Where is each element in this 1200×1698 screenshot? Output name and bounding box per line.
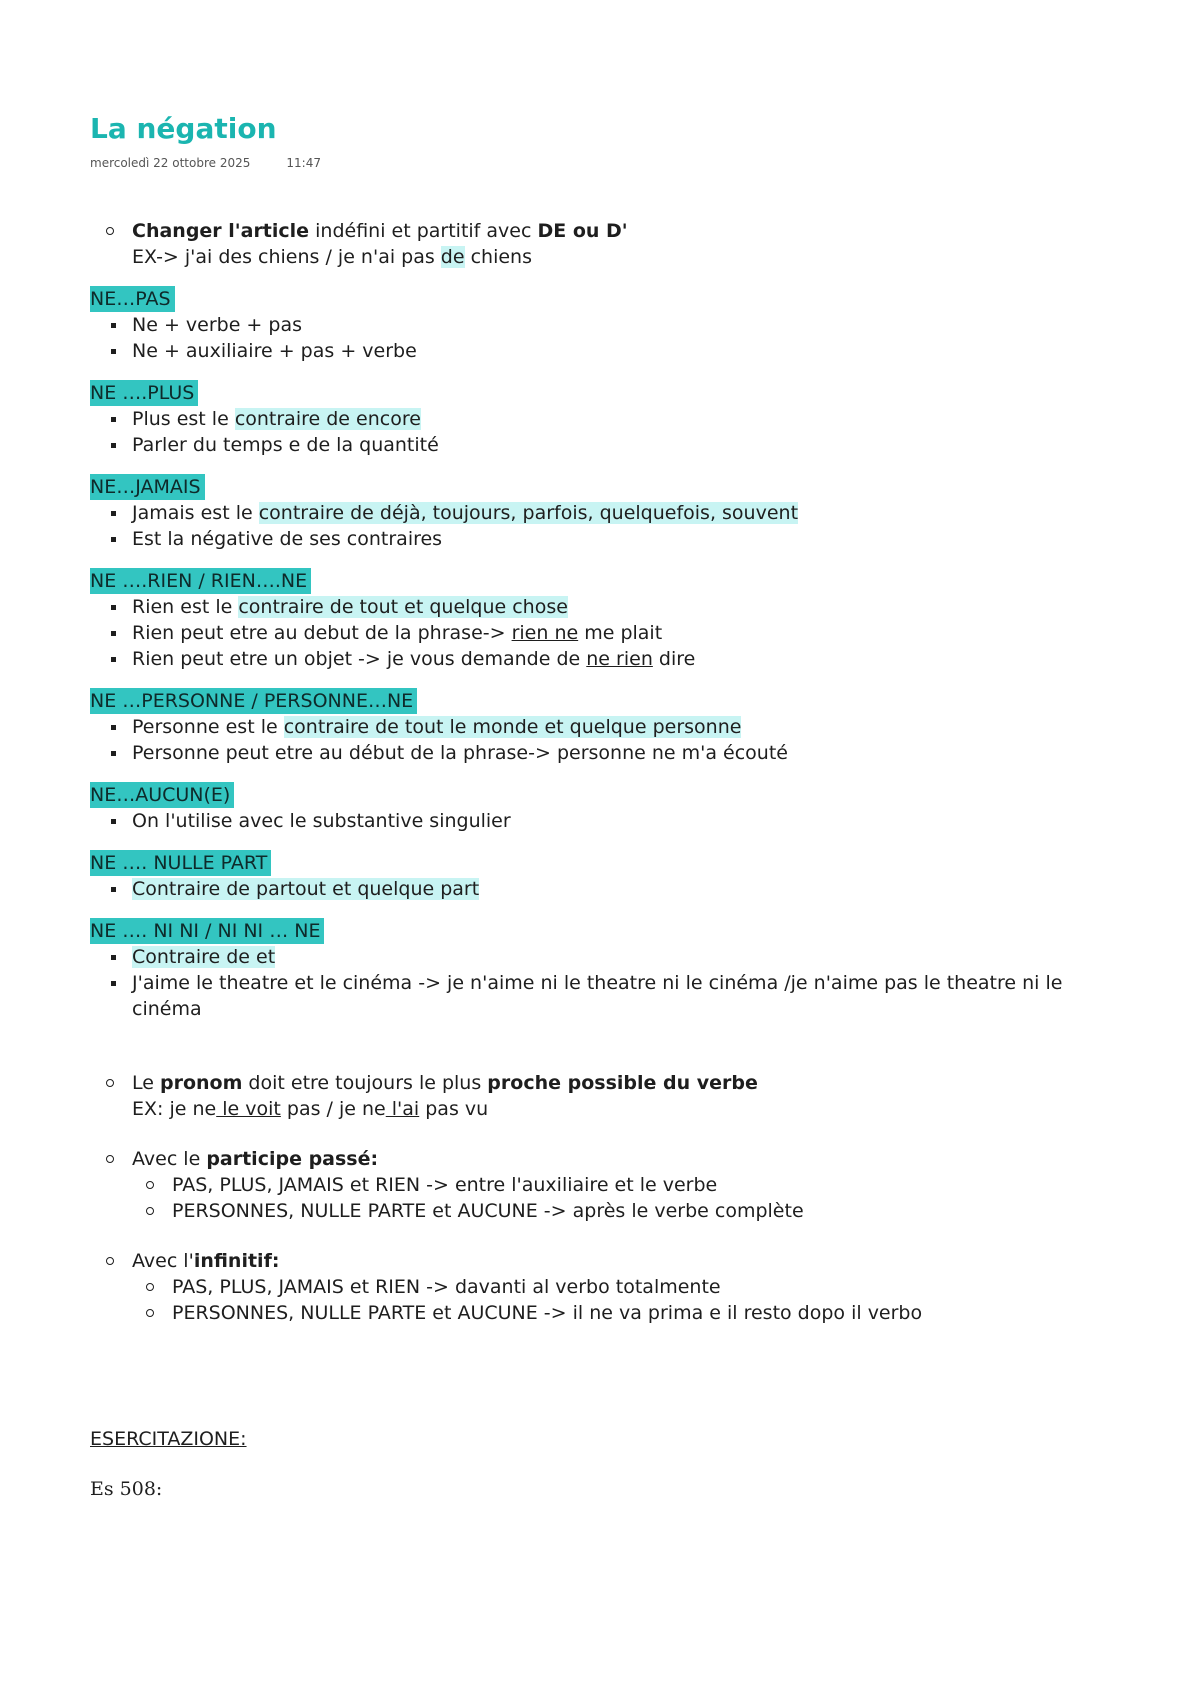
section-heading: NE ….PLUS [90, 364, 1110, 406]
circle-bullet-icon [146, 1283, 154, 1291]
list-item: On l'utilise avec le substantive singulier [132, 808, 1110, 834]
list-item: Avec le participe passé: [132, 1146, 1110, 1172]
square-bullet-icon [111, 443, 116, 448]
list-item: Ne + verbe + pas [132, 312, 1110, 338]
square-bullet-icon [111, 349, 116, 354]
square-bullet-icon [111, 417, 116, 422]
list-item: Contraire de et [132, 944, 1110, 970]
note-time: 11:47 [286, 156, 321, 170]
exercise-item: Es 508: [90, 1478, 163, 1500]
circle-bullet-icon [106, 1155, 114, 1163]
section-heading: NE…PAS [90, 270, 1110, 312]
list-item: Changer l'article indéfini et partitif avec DE ou D' [132, 218, 1110, 244]
list-item: Ne + auxiliaire + pas + verbe [132, 338, 1110, 364]
square-bullet-icon [111, 955, 116, 960]
square-bullet-icon [111, 819, 116, 824]
list-item: Personne est le contraire de tout le monde et quelque personne [132, 714, 1110, 740]
list-item: PAS, PLUS, JAMAIS et RIEN -> entre l'auxiliaire et le verbe [172, 1172, 1110, 1198]
section-heading: NE …. NULLE PART [90, 834, 1110, 876]
section-heading: NE …. NI NI / NI NI … NE [90, 902, 1110, 944]
square-bullet-icon [111, 887, 116, 892]
page-title: La négation [90, 112, 277, 145]
section-heading: NE…AUCUN(E) [90, 766, 1110, 808]
circle-bullet-icon [106, 1257, 114, 1265]
circle-bullet-icon [146, 1309, 154, 1317]
list-item: Parler du temps e de la quantité [132, 432, 1110, 458]
list-item: Rien peut etre un objet -> je vous demande de ne rien dire [132, 646, 1110, 672]
list-item: Est la négative de ses contraires [132, 526, 1110, 552]
square-bullet-icon [111, 605, 116, 610]
list-item: Avec l'infinitif: [132, 1248, 1110, 1274]
exercise-heading: ESERCITAZIONE: [90, 1428, 247, 1450]
square-bullet-icon [111, 323, 116, 328]
square-bullet-icon [111, 725, 116, 730]
circle-bullet-icon [106, 1079, 114, 1087]
list-item: Contraire de partout et quelque part [132, 876, 1110, 902]
circle-bullet-icon [146, 1181, 154, 1189]
square-bullet-icon [111, 511, 116, 516]
square-bullet-icon [111, 751, 116, 756]
square-bullet-icon [111, 631, 116, 636]
example-line: EX: je ne le voit pas / je ne l'ai pas vu [132, 1098, 489, 1120]
list-item: PERSONNES, NULLE PARTE et AUCUNE -> après le verbe complète [172, 1198, 1110, 1224]
square-bullet-icon [111, 657, 116, 662]
list-item: Personne peut etre au début de la phrase-> personne ne m'a écouté [132, 740, 1110, 766]
square-bullet-icon [111, 981, 116, 986]
list-item: Le pronom doit etre toujours le plus proche possible du verbe [132, 1070, 1110, 1096]
note-meta [90, 156, 321, 170]
section-heading: NE …PERSONNE / PERSONNE…NE [90, 672, 1110, 714]
list-item: Rien est le contraire de tout et quelque chose [132, 594, 1110, 620]
section-heading: NE ….RIEN / RIEN….NE [90, 552, 1110, 594]
list-item: PERSONNES, NULLE PARTE et AUCUNE -> il ne va prima e il resto dopo il verbo [172, 1300, 1110, 1326]
circle-bullet-icon [146, 1207, 154, 1215]
note-date: mercoledì 22 ottobre 2025 [90, 156, 251, 170]
example-line: EX-> j'ai des chiens / je n'ai pas de chiens [132, 246, 532, 268]
section-heading: NE…JAMAIS [90, 458, 1110, 500]
list-item: Plus est le contraire de encore [132, 406, 1110, 432]
square-bullet-icon [111, 537, 116, 542]
list-item: Rien peut etre au debut de la phrase-> rien ne me plait [132, 620, 1110, 646]
list-item: PAS, PLUS, JAMAIS et RIEN -> davanti al verbo totalmente [172, 1274, 1110, 1300]
list-item: J'aime le theatre et le cinéma -> je n'aime ni le theatre ni le cinéma /je n'aime pas le theatre ni le cinéma [132, 970, 1110, 1022]
list-item: Jamais est le contraire de déjà, toujours, parfois, quelquefois, souvent [132, 500, 1110, 526]
circle-bullet-icon [106, 227, 114, 235]
note-content [90, 218, 1110, 1502]
